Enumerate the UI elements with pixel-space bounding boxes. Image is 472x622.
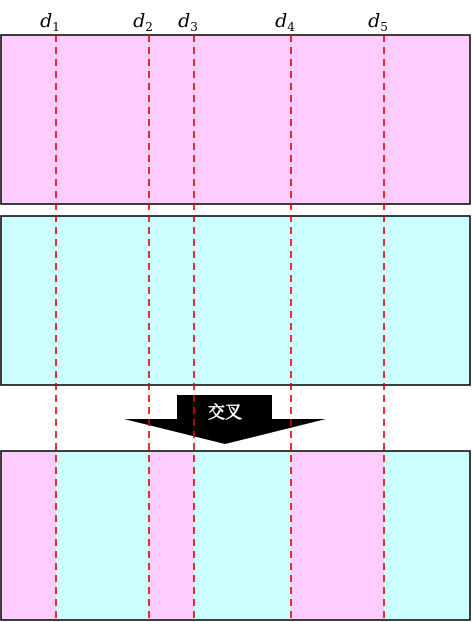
offspring-segment-1	[1, 451, 56, 620]
offspring-segment-3	[149, 451, 194, 620]
crossover-label: 交叉	[208, 403, 242, 423]
offspring-segment-5	[291, 451, 384, 620]
offspring-segment-4	[194, 451, 291, 620]
cut-label-5: $d_5$	[368, 10, 388, 34]
parent-b-bar	[1, 216, 470, 385]
parent-a-bar	[1, 35, 470, 204]
cut-label-4: $d_4$	[275, 10, 295, 34]
cut-label-1: $d_1$	[40, 10, 60, 34]
offspring-segment-2	[56, 451, 149, 620]
offspring-segments	[1, 451, 470, 620]
offspring-segment-6	[384, 451, 470, 620]
cut-labels	[40, 10, 388, 34]
cut-label-3: $d_3$	[178, 10, 198, 34]
cut-label-2: $d_2$	[133, 10, 153, 34]
